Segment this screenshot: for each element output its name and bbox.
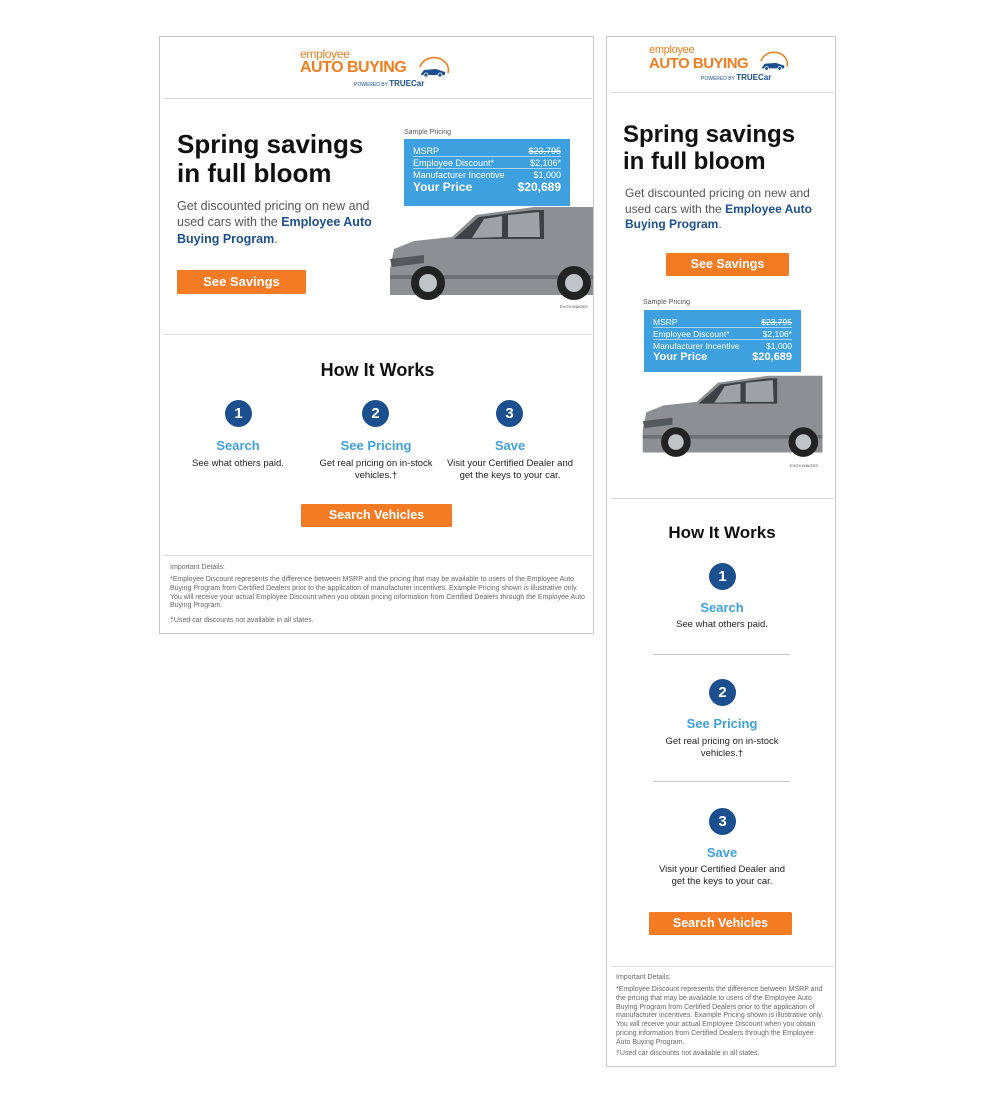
price-divider	[413, 168, 561, 169]
step-number-2: 2	[362, 400, 389, 427]
divider	[163, 334, 592, 335]
price-row-incentive	[644, 341, 801, 351]
important-details-title: Important Details:	[170, 564, 225, 571]
how-it-works-title: How It Works	[668, 523, 776, 542]
price-label: Employee Discount*	[653, 329, 730, 339]
step-divider	[653, 781, 790, 782]
sample-pricing-label: Sample Pricing	[643, 299, 691, 306]
step-desc: Visit your Certified Dealer and get the keys to your car.	[658, 864, 786, 887]
price-label: Manufacturer Incentive	[413, 170, 505, 180]
price-total-value: $20,689	[752, 351, 792, 363]
logo-top-text: employee	[649, 44, 695, 56]
program-link[interactable]: Employee Auto Buying Program	[625, 201, 812, 232]
car-logo-icon	[416, 53, 452, 81]
hero-body-text: Get discounted pricing on new and used cars with the	[625, 186, 810, 216]
step-number-3: 3	[709, 808, 736, 835]
brand-logo[interactable]	[649, 44, 799, 84]
how-it-works-title: How It Works	[320, 360, 435, 380]
step-title-save[interactable]: Save	[706, 845, 738, 860]
step-number-2: 2	[709, 679, 736, 706]
headline-line-1: Spring savings	[177, 129, 364, 159]
mobile-email-card	[606, 36, 836, 1067]
price-row-incentive	[404, 170, 570, 180]
image-credit: EVOX IMAGES	[790, 463, 818, 468]
see-savings-button[interactable]: See Savings	[666, 253, 789, 276]
see-savings-button[interactable]: See Savings	[177, 270, 306, 294]
step-divider	[653, 654, 790, 655]
price-row-discount	[404, 158, 570, 168]
sample-pricing-label: Sample Pricing	[404, 129, 452, 136]
hero-body	[177, 198, 375, 247]
price-row-total	[644, 351, 801, 363]
divider	[163, 555, 592, 556]
price-label: Employee Discount*	[413, 158, 495, 168]
logo-powered-text: POWERED BY	[701, 76, 735, 82]
sample-pricing-box	[404, 139, 570, 206]
step-title-search[interactable]: Search	[700, 600, 744, 615]
step-title-see-pricing[interactable]: See Pricing	[340, 438, 412, 453]
logo-powered	[354, 79, 424, 88]
headline-line-2: in full bloom	[177, 158, 332, 189]
price-total-value: $20,689	[517, 180, 561, 194]
price-row-discount	[644, 329, 801, 339]
price-value: $1,000	[766, 341, 792, 351]
important-details-title: Important Details:	[616, 974, 671, 981]
hero-body-text: Get discounted pricing on new and used cars with the	[177, 199, 370, 230]
hero-headline	[177, 130, 387, 188]
logo-top-text: employee	[300, 47, 350, 61]
program-link[interactable]: Employee Auto Buying Program	[177, 215, 372, 246]
price-label: Manufacturer Incentive	[653, 341, 740, 351]
hero-body-end: .	[274, 231, 278, 246]
step-number-1: 1	[225, 400, 252, 427]
important-details-text: *Employee Discount represents the difference between MSRP and the pricing that may be available to users of the Employee Auto Buying Program from Certified Dealers prior to the application of manufacturer incentives. Example Pricing shown is illustrative only. You will receive your actual Employee Discount when you obtain pricing information from Certified Dealers through the Employee Auto Buying Program.	[170, 576, 585, 610]
price-divider	[653, 339, 792, 340]
hero-body-end: .	[718, 217, 722, 232]
hero-headline	[623, 122, 828, 176]
step-title-see-pricing[interactable]: See Pricing	[686, 716, 758, 731]
price-total-label: Your Price	[413, 180, 473, 194]
step-desc: See what others paid.	[676, 619, 768, 630]
hero-body	[625, 186, 820, 233]
suv-car-image	[384, 197, 594, 307]
price-value: $23,795	[761, 317, 792, 327]
price-total-label: Your Price	[653, 351, 708, 363]
logo-main-text: AUTO BUYING	[649, 55, 749, 72]
price-value: $2,106*	[529, 158, 561, 168]
suv-car-image	[623, 367, 836, 463]
price-divider	[413, 156, 561, 157]
logo-powered	[701, 73, 771, 82]
step-desc: Visit your Certified Dealer and get the keys to your car.	[446, 458, 574, 481]
price-label: MSRP	[653, 317, 678, 327]
price-divider	[653, 327, 792, 328]
price-value: $2,106*	[762, 329, 792, 339]
headline-line-1: Spring savings	[623, 121, 796, 148]
divider	[610, 92, 834, 93]
divider	[610, 966, 834, 967]
brand-logo[interactable]	[300, 47, 460, 92]
step-desc: See what others paid.	[192, 458, 284, 469]
logo-powered-text: POWERED BY	[354, 82, 388, 88]
divider	[610, 498, 834, 499]
step-title-save[interactable]: Save	[494, 438, 526, 453]
sample-pricing-box	[644, 310, 801, 372]
headline-line-2: in full bloom	[623, 147, 766, 175]
divider	[163, 98, 592, 99]
search-vehicles-button[interactable]: Search Vehicles	[301, 504, 452, 527]
step-number-3: 3	[496, 400, 523, 427]
step-title-search[interactable]: Search	[216, 438, 260, 453]
image-credit: EVOX IMAGES	[560, 304, 588, 309]
search-vehicles-button[interactable]: Search Vehicles	[649, 912, 792, 935]
car-logo-icon	[757, 48, 791, 74]
price-row-total	[404, 180, 570, 194]
desktop-email-card	[159, 36, 594, 634]
price-value: $1,000	[533, 170, 561, 180]
important-details-note: †Used car discounts not available in all states.	[170, 617, 314, 624]
price-label: MSRP	[413, 146, 440, 156]
price-row-msrp	[404, 146, 570, 156]
logo-brand-text: TRUECar	[736, 73, 772, 82]
price-value: $23,795	[528, 146, 561, 156]
step-number-1: 1	[709, 563, 736, 590]
step-desc: Get real pricing on in-stock vehicles.†	[665, 736, 779, 759]
step-desc: Get real pricing on in-stock vehicles.†	[319, 458, 433, 481]
price-row-msrp	[644, 317, 801, 327]
important-details-text: *Employee Discount represents the difference between MSRP and the pricing that may be available to users of the Employee Auto Buying Program from Certified Dealers prior to the application of manufacturer incentives. Example Pricing shown is illustrative only. You will receive your actual Employee Discount when you obtain pricing information from Certified Dealers through the Employee Auto Buying Program.	[616, 986, 824, 1046]
logo-main-text: AUTO BUYING	[300, 59, 407, 76]
important-details-note: †Used car discounts not available in all states.	[616, 1050, 760, 1057]
logo-brand-text: TRUECar	[389, 79, 425, 88]
